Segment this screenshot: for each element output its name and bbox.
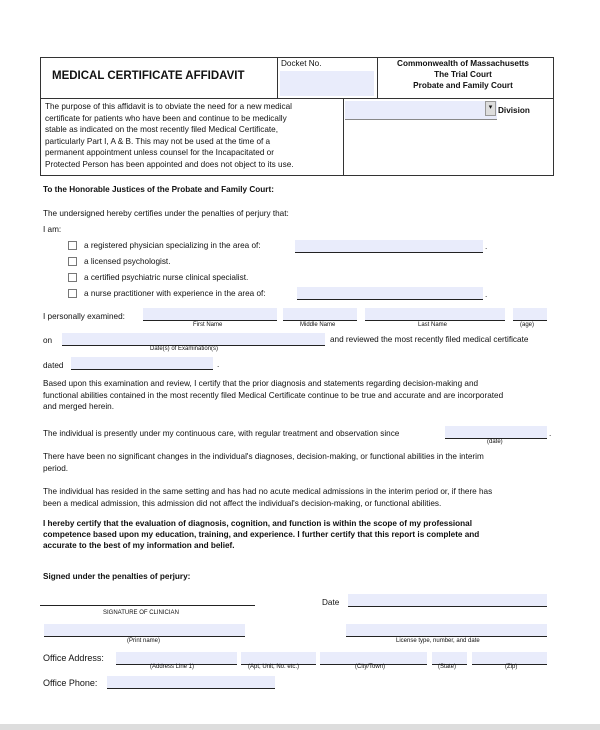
caption: First Name bbox=[193, 322, 223, 328]
text-line: Protected Person has been appointed and does not object to its use. bbox=[45, 159, 294, 169]
text-line: stable as indicated on the most recently filed Medical Certificate, bbox=[45, 125, 279, 134]
text-line: functional abilities contained in the most recently filed Medical Certificate continue to be true and accurate and are incorporated bbox=[43, 390, 504, 400]
period: . bbox=[485, 290, 488, 299]
form-title: MEDICAL CERTIFICATE AFFIDAVIT bbox=[52, 70, 245, 82]
caption: (Apt, Unit, No. etc.) bbox=[248, 664, 300, 670]
print-name-input[interactable] bbox=[44, 624, 245, 637]
court-line: Commonwealth of Massachusetts bbox=[397, 59, 529, 68]
period: . bbox=[549, 429, 552, 438]
i-am-label: I am: bbox=[43, 225, 62, 234]
caption: (Address Line 1) bbox=[150, 664, 195, 670]
specialty-input[interactable] bbox=[295, 240, 483, 253]
option-label: a nurse practitioner with experience in the area of: bbox=[84, 289, 266, 298]
paragraph-examination bbox=[43, 378, 503, 413]
caption: (Print name) bbox=[127, 638, 161, 644]
reviewed-text: and reviewed the most recently filed medical certificate bbox=[330, 335, 529, 344]
court-line: The Trial Court bbox=[434, 70, 492, 79]
docket-label: Docket No. bbox=[281, 59, 322, 68]
text-line: competence based upon my education, training, and experience. I further certify that this report is complete and bbox=[43, 530, 480, 539]
paragraph-certify bbox=[43, 518, 479, 551]
divider bbox=[277, 57, 278, 99]
last-name-input[interactable] bbox=[365, 308, 505, 321]
middle-name-input[interactable] bbox=[283, 308, 357, 321]
experience-input[interactable] bbox=[297, 287, 483, 300]
text-line: accurate to the best of my information and belief. bbox=[43, 541, 235, 550]
text-line: Based upon this examination and review, I certify that the prior diagnosis and statements regarding decision-making and bbox=[43, 379, 479, 388]
first-name-input[interactable] bbox=[143, 308, 277, 321]
examined-label: I personally examined: bbox=[43, 312, 125, 321]
text-line: certificate for patients who have been and continue to be medically bbox=[45, 113, 287, 123]
on-label: on bbox=[43, 336, 53, 345]
certifies-text: The undersigned hereby certifies under the penalties of perjury that: bbox=[43, 209, 289, 218]
exam-date-input[interactable] bbox=[62, 333, 325, 346]
purpose-text bbox=[45, 101, 294, 170]
checkbox-nurse-practitioner[interactable] bbox=[68, 289, 77, 298]
caption: License type, number, and date bbox=[396, 638, 480, 644]
text-line: and merged herein. bbox=[43, 402, 115, 411]
text-line: The individual has resided in the same setting and has had no acute medical admissions in the interim period or, if there has bbox=[43, 487, 493, 496]
divider bbox=[343, 98, 344, 176]
period: . bbox=[485, 242, 488, 251]
signature-date-input[interactable] bbox=[348, 594, 547, 607]
salutation: To the Honorable Justices of the Probate and Family Court: bbox=[43, 185, 274, 194]
age-input[interactable] bbox=[513, 308, 547, 321]
option-label: a certified psychiatric nurse clinical specialist. bbox=[84, 273, 249, 282]
text-line: permanent appointment unless counsel for the Incapacitated or bbox=[45, 148, 274, 157]
text-line: been a medical admission, this admission did not affect the individual's decision-making, or functional abilities. bbox=[43, 498, 442, 508]
paragraph-setting bbox=[43, 486, 492, 509]
care-since-input[interactable] bbox=[445, 426, 547, 439]
text-line: I hereby certify that the evaluation of diagnosis, cognition, and function is within the scope of my professional bbox=[43, 519, 472, 528]
date-label: Date bbox=[322, 598, 340, 607]
option-label: a licensed psychologist. bbox=[84, 257, 171, 266]
text-line: There have been no significant changes in the individual's diagnoses, decision-making, or functional abilities in the interim bbox=[43, 452, 484, 461]
caption: Date(s) of Examination(s) bbox=[150, 346, 219, 352]
court-name bbox=[378, 58, 548, 91]
checkbox-nurse-specialist[interactable] bbox=[68, 273, 77, 282]
divider bbox=[40, 98, 554, 99]
period: . bbox=[217, 360, 220, 369]
license-input[interactable] bbox=[346, 624, 547, 637]
caption: (Zip) bbox=[505, 664, 518, 670]
caption: (State) bbox=[438, 664, 457, 670]
caption: (age) bbox=[520, 322, 535, 328]
paragraph-no-changes bbox=[43, 451, 484, 474]
office-phone-input[interactable] bbox=[107, 676, 275, 689]
caption: Last Name bbox=[418, 322, 448, 328]
office-address-label: Office Address: bbox=[43, 653, 104, 663]
division-label: Division bbox=[498, 106, 530, 115]
care-text: The individual is presently under my continuous care, with regular treatment and observation since bbox=[43, 429, 400, 438]
docket-input[interactable] bbox=[280, 71, 374, 96]
caption: SIGNATURE OF CLINICIAN bbox=[103, 610, 179, 616]
option-label: a registered physician specializing in the area of: bbox=[84, 241, 261, 250]
dated-input[interactable] bbox=[71, 357, 213, 370]
text-line: particularly Part I, A & B. This may not be used at the time of a bbox=[45, 136, 271, 146]
checkbox-physician[interactable] bbox=[68, 241, 77, 250]
dated-label: dated bbox=[43, 361, 64, 370]
signed-label: Signed under the penalties of perjury: bbox=[43, 572, 191, 581]
division-select[interactable] bbox=[345, 101, 497, 120]
caption: Middle Name bbox=[300, 322, 336, 328]
office-phone-label: Office Phone: bbox=[43, 678, 98, 688]
caption: (City/Town) bbox=[355, 664, 386, 670]
page-edge bbox=[0, 724, 600, 730]
caption: (date) bbox=[487, 439, 503, 445]
text-line: The purpose of this affidavit is to obviate the need for a new medical bbox=[45, 102, 292, 111]
court-line: Probate and Family Court bbox=[413, 81, 513, 90]
text-line: period. bbox=[43, 463, 69, 473]
signature-line[interactable] bbox=[40, 605, 255, 606]
checkbox-psychologist[interactable] bbox=[68, 257, 77, 266]
chevron-down-icon[interactable]: ▾ bbox=[485, 101, 496, 116]
